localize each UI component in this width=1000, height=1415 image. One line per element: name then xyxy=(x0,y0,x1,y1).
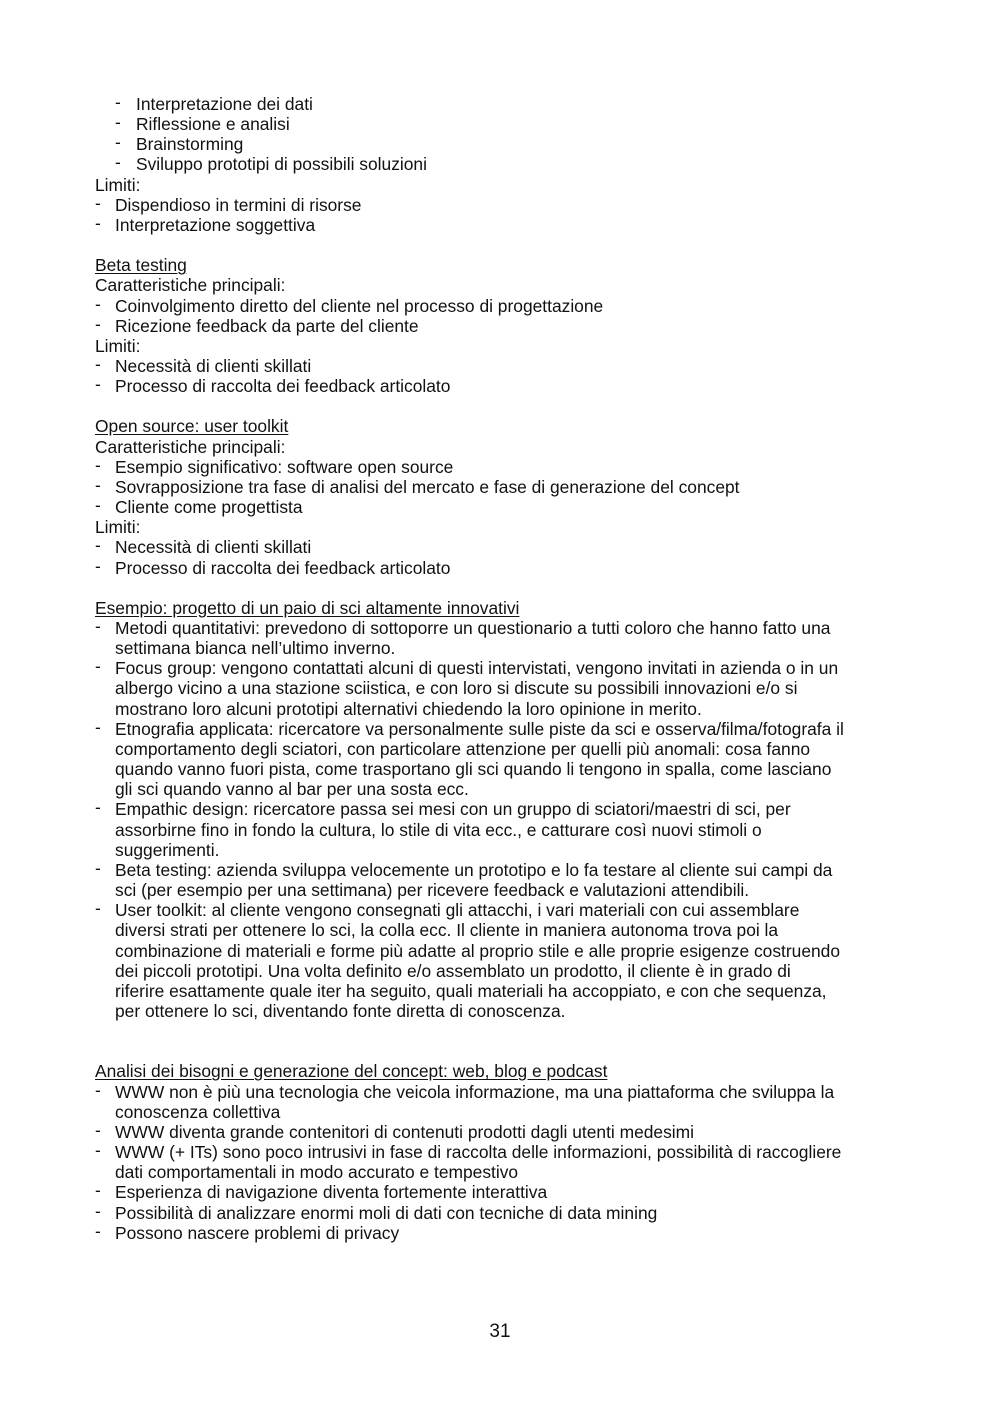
list-item-text: Empathic design: ricercatore passa sei mesi con un gruppo di sciatori/maestri di sci, per xyxy=(115,799,791,820)
list-item xyxy=(95,658,915,678)
sub-list-item-text: Sviluppo prototipi di possibili soluzioni xyxy=(136,154,427,175)
limits-label xyxy=(95,175,915,195)
list-item xyxy=(95,293,915,316)
list-item-text: Focus group: vengono contattati alcuni di questi intervistati, vengono invitati in azienda o in un xyxy=(115,658,839,679)
bullet-dash: - xyxy=(95,1180,101,1201)
spacer xyxy=(95,235,915,255)
list-item-text: albergo vicino a una stazione sciistica, e con loro si discute su possibili innovazioni e/o si xyxy=(115,678,798,699)
spacer xyxy=(95,578,915,598)
list-item xyxy=(95,1182,915,1202)
list-item xyxy=(95,961,915,981)
list-item xyxy=(95,840,915,860)
list-item xyxy=(95,779,915,799)
list-item-text: riferire esattamente quale iter ha seguito, quali materiali ha accoppiato, e con che sequenza, xyxy=(115,980,827,1001)
list-item-text: WWW (+ ITs) sono poco intrusivi in fase di raccolta delle informazioni, possibilità di raccogliere xyxy=(115,1142,842,1163)
sub-list-item xyxy=(95,134,915,154)
list-item-text: Necessità di clienti skillati xyxy=(115,356,312,377)
list-item-text: quando vanno fuori pista, come trasportano gli sci quando li tengono in spalla, come lasciano xyxy=(115,759,832,780)
sub-list-item-text: Interpretazione dei dati xyxy=(136,94,313,114)
list-item-text: gli sci quando vanno al bar per una sosta ecc. xyxy=(115,779,469,800)
list-item-text: Ricezione feedback da parte del cliente xyxy=(115,315,419,336)
list-item-text: Metodi quantitativi: prevedono di sottoporre un questionario a tutti coloro che hanno fatto una xyxy=(115,618,831,639)
list-item xyxy=(95,1119,915,1142)
bullet-dash: - xyxy=(95,313,101,334)
bullet-dash: - xyxy=(95,1079,101,1100)
section-heading xyxy=(95,598,915,618)
sub-list-item-text: Riflessione e analisi xyxy=(136,114,290,135)
section-heading xyxy=(95,255,915,275)
list-item-text: WWW non è più una tecnologia che veicola informazione, ma una piattaforma che sviluppa la xyxy=(115,1081,835,1102)
section-heading-text: Analisi dei bisogni e generazione del concept: web, blog e podcast xyxy=(95,1061,608,1082)
list-item xyxy=(95,212,915,235)
list-item xyxy=(95,716,915,739)
section-heading-text: Beta testing xyxy=(95,255,187,276)
list-item xyxy=(95,799,915,819)
list-item-text: diversi strati per ottenere lo sci, la colla ecc. Il cliente in maniera autonoma trova poi la xyxy=(115,920,779,941)
bullet-dash: - xyxy=(95,374,101,395)
list-item-text: Possibilità di analizzare enormi moli di dati con tecniche di data mining xyxy=(115,1202,658,1223)
bullet-dash: - xyxy=(95,616,101,637)
bullet-dash: - xyxy=(95,1200,101,1221)
list-item-text: Processo di raccolta dei feedback articolato xyxy=(115,376,451,397)
list-item xyxy=(95,313,915,336)
bullet-dash: - xyxy=(95,857,101,878)
bullet-dash: - xyxy=(95,656,101,677)
features-label xyxy=(95,437,915,457)
list-item xyxy=(95,192,915,215)
list-item xyxy=(95,981,915,1001)
list-item-text: Esempio significativo: software open source xyxy=(115,456,454,477)
bullet-dash: - xyxy=(95,1140,101,1161)
bullet-dash: - xyxy=(95,192,101,213)
bullet-dash: - xyxy=(95,293,101,314)
list-item xyxy=(95,880,915,900)
list-item-text: User toolkit: al cliente vengono consegnati gli attacchi, i vari materiali con cui assemblare xyxy=(115,900,800,921)
section-heading xyxy=(95,416,915,436)
bullet-dash: - xyxy=(95,898,101,919)
list-item-text: Coinvolgimento diretto del cliente nel processo di progettazione xyxy=(115,295,604,316)
list-item-text: Etnografia applicata: ricercatore va personalmente sulle piste da sci e osserva/filma/fotografa il xyxy=(115,718,844,739)
bullet-dash: - xyxy=(95,212,101,233)
bullet-dash: - xyxy=(95,535,101,556)
list-item-text: Interpretazione soggettiva xyxy=(115,214,316,235)
list-item xyxy=(95,820,915,840)
list-item xyxy=(95,356,915,376)
list-item-text: suggerimenti. xyxy=(115,839,220,860)
list-item-text: Beta testing: azienda sviluppa velocemente un prototipo e lo fa testare al cliente sui campi da xyxy=(115,859,833,880)
list-item-text: Dispendioso in termini di risorse xyxy=(115,194,362,215)
list-item xyxy=(95,1079,915,1102)
bullet-dash: - xyxy=(95,1220,101,1241)
list-item-text: combinazione di materiali e forme più adatte al proprio stile e alle proprie esigenze costruendo xyxy=(115,940,841,961)
list-item xyxy=(95,1220,915,1243)
list-item xyxy=(95,699,915,719)
limits-label-text: Limiti: xyxy=(95,517,141,538)
bullet-dash: - xyxy=(95,1119,101,1140)
list-item-text: mostrano loro alcuni prototipi alternativi chiedendo la loro opinione in merito. xyxy=(115,698,702,719)
limits-label-text: Limiti: xyxy=(95,174,141,195)
limits-label xyxy=(95,517,915,537)
list-item-text: settimana bianca nell’ultimo inverno. xyxy=(115,638,396,659)
sub-list-item xyxy=(95,154,915,174)
list-item xyxy=(95,857,915,880)
sub-list-item xyxy=(95,94,915,114)
list-item xyxy=(95,497,915,517)
list-item-text: dei piccoli prototipi. Una volta definito e/o assemblato un prodotto, il cliente è in grado di xyxy=(115,960,791,981)
bullet-dash: - xyxy=(95,454,101,475)
list-item xyxy=(95,1162,915,1182)
features-label-text: Caratteristiche principali: xyxy=(95,275,286,296)
list-item xyxy=(95,1142,915,1162)
bullet-dash: - xyxy=(95,495,101,516)
bullet-dash: - xyxy=(95,555,101,576)
section-heading xyxy=(95,1061,915,1081)
list-item-text: Processo di raccolta dei feedback articolato xyxy=(115,557,451,578)
bullet-dash: - xyxy=(95,354,101,375)
list-item-text: conoscenza collettiva xyxy=(115,1101,281,1122)
limits-label-text: Limiti: xyxy=(95,335,141,356)
list-item-text: per ottenere lo sci, diventando fonte diretta di conoscenza. xyxy=(115,1000,566,1021)
sub-list-item xyxy=(95,114,915,134)
page-content xyxy=(95,94,915,1243)
list-item xyxy=(95,941,915,961)
section-heading-text: Esempio: progetto di un paio di sci altamente innovativi xyxy=(95,597,520,618)
section-heading-text: Open source: user toolkit xyxy=(95,416,289,437)
bullet-dash: - xyxy=(115,92,121,112)
bullet-dash: - xyxy=(95,797,101,818)
list-item xyxy=(95,555,915,578)
features-label-text: Caratteristiche principali: xyxy=(95,436,286,457)
list-item xyxy=(95,1001,915,1021)
list-item-text: Possono nascere problemi di privacy xyxy=(115,1222,400,1243)
sub-list-item-text: Brainstorming xyxy=(136,134,244,155)
list-item-text: assorbirne fino in fondo la cultura, lo stile di vita ecc., e catturare così nuovi stimoli o xyxy=(115,819,762,840)
bullet-dash: - xyxy=(95,474,101,495)
list-item-text: WWW diventa grande contenitori di contenuti prodotti dagli utenti medesimi xyxy=(115,1121,695,1142)
list-item xyxy=(95,1200,915,1223)
list-item xyxy=(95,739,915,759)
list-item xyxy=(95,1102,915,1122)
spacer xyxy=(95,1021,915,1061)
features-label xyxy=(95,275,915,295)
page-number: 31 xyxy=(489,1321,511,1342)
list-item xyxy=(95,537,915,557)
list-item xyxy=(95,759,915,779)
bullet-dash: - xyxy=(115,132,121,153)
list-item-text: Cliente come progettista xyxy=(115,497,303,518)
bullet-dash: - xyxy=(95,716,101,737)
bullet-dash: - xyxy=(115,112,121,133)
list-item-text: sci (per esempio per una settimana) per ricevere feedback e valutazioni attendibili. xyxy=(115,880,750,901)
list-item-text: Esperienza di navigazione diventa fortemente interattiva xyxy=(115,1182,548,1203)
limits-label xyxy=(95,336,915,356)
list-item xyxy=(95,618,915,638)
list-item-text: dati comportamentali in modo accurato e tempestivo xyxy=(115,1162,519,1183)
list-item xyxy=(95,900,915,920)
list-item-text: Necessità di clienti skillati xyxy=(115,537,312,558)
spacer xyxy=(95,396,915,416)
list-item xyxy=(95,920,915,940)
list-item-text: Sovrapposizione tra fase di analisi del mercato e fase di generazione del concept xyxy=(115,476,740,497)
bullet-dash: - xyxy=(115,152,121,173)
list-item xyxy=(95,678,915,698)
list-item xyxy=(95,454,915,477)
list-item-text: comportamento degli sciatori, con particolare attenzione per quelli più anomali: cosa fanno xyxy=(115,738,811,759)
list-item xyxy=(95,638,915,658)
list-item xyxy=(95,474,915,497)
list-item xyxy=(95,376,915,396)
